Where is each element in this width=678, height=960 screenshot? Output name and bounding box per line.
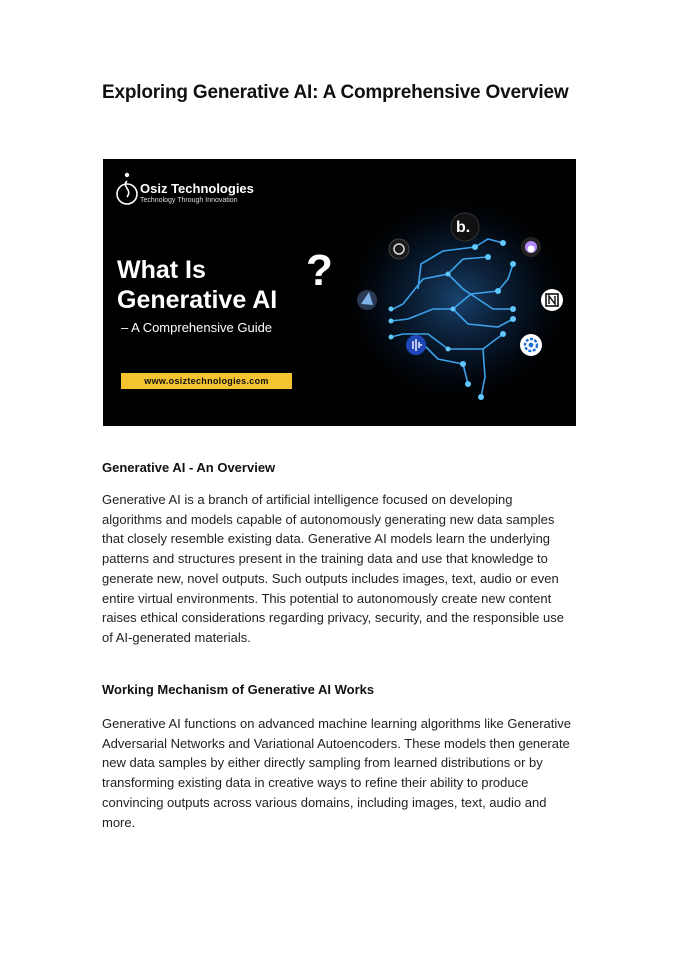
kite-logo-icon bbox=[357, 290, 377, 310]
section-heading-overview: Generative AI - An Overview bbox=[102, 460, 276, 475]
brand-tagline: Technology Through Innovation bbox=[140, 197, 238, 204]
brand-block bbox=[140, 181, 254, 206]
notion-icon bbox=[541, 289, 563, 311]
audio-wave-icon bbox=[406, 335, 426, 355]
brand-name: Osiz Technologies bbox=[140, 181, 254, 196]
banner-headline bbox=[117, 255, 277, 315]
osiz-logo-icon bbox=[117, 173, 137, 204]
page-title: Exploring Generative AI: A Comprehensive Overview bbox=[102, 82, 569, 103]
bing-icon-letter: b. bbox=[456, 219, 471, 236]
section-body-overview: Generative AI is a branch of artificial intelligence focused on developing algorithms and models capable of autonomously generating new data samples that closely resemble existing data. Generative AI models learn the underlying patterns and structures present in the training data and use that knowledge to generate new, novel outputs. Such outputs includes images, text, audio or even entire virtual environments. This potential to autonomously create new content raises ethical considerations regarding privacy, security, and the responsible use of AI-generated materials. bbox=[102, 492, 564, 645]
assistant-face-icon bbox=[521, 237, 541, 257]
website-url-badge: www.osiztechnologies.com bbox=[121, 373, 292, 389]
headline-line-1: What Is bbox=[117, 256, 206, 284]
banner-subheadline: – A Comprehensive Guide bbox=[121, 320, 273, 335]
headline-line-2: Generative AI bbox=[117, 286, 278, 314]
section-body-mechanism: Generative AI functions on advanced machine learning algorithms like Generative Adversarial Networks and Variational Autoencoders. These models then generate new data samples by either directly sampling from learned distributions or by transforming existing data in creative ways to refine their ability to produce convincing outputs across various domains, including images, text, audio and more. bbox=[102, 716, 571, 830]
question-mark: ? bbox=[306, 246, 333, 295]
section-heading-mechanism: Working Mechanism of Generative AI Works bbox=[102, 682, 375, 697]
gear-icon bbox=[520, 334, 542, 356]
openai-icon bbox=[389, 239, 409, 259]
